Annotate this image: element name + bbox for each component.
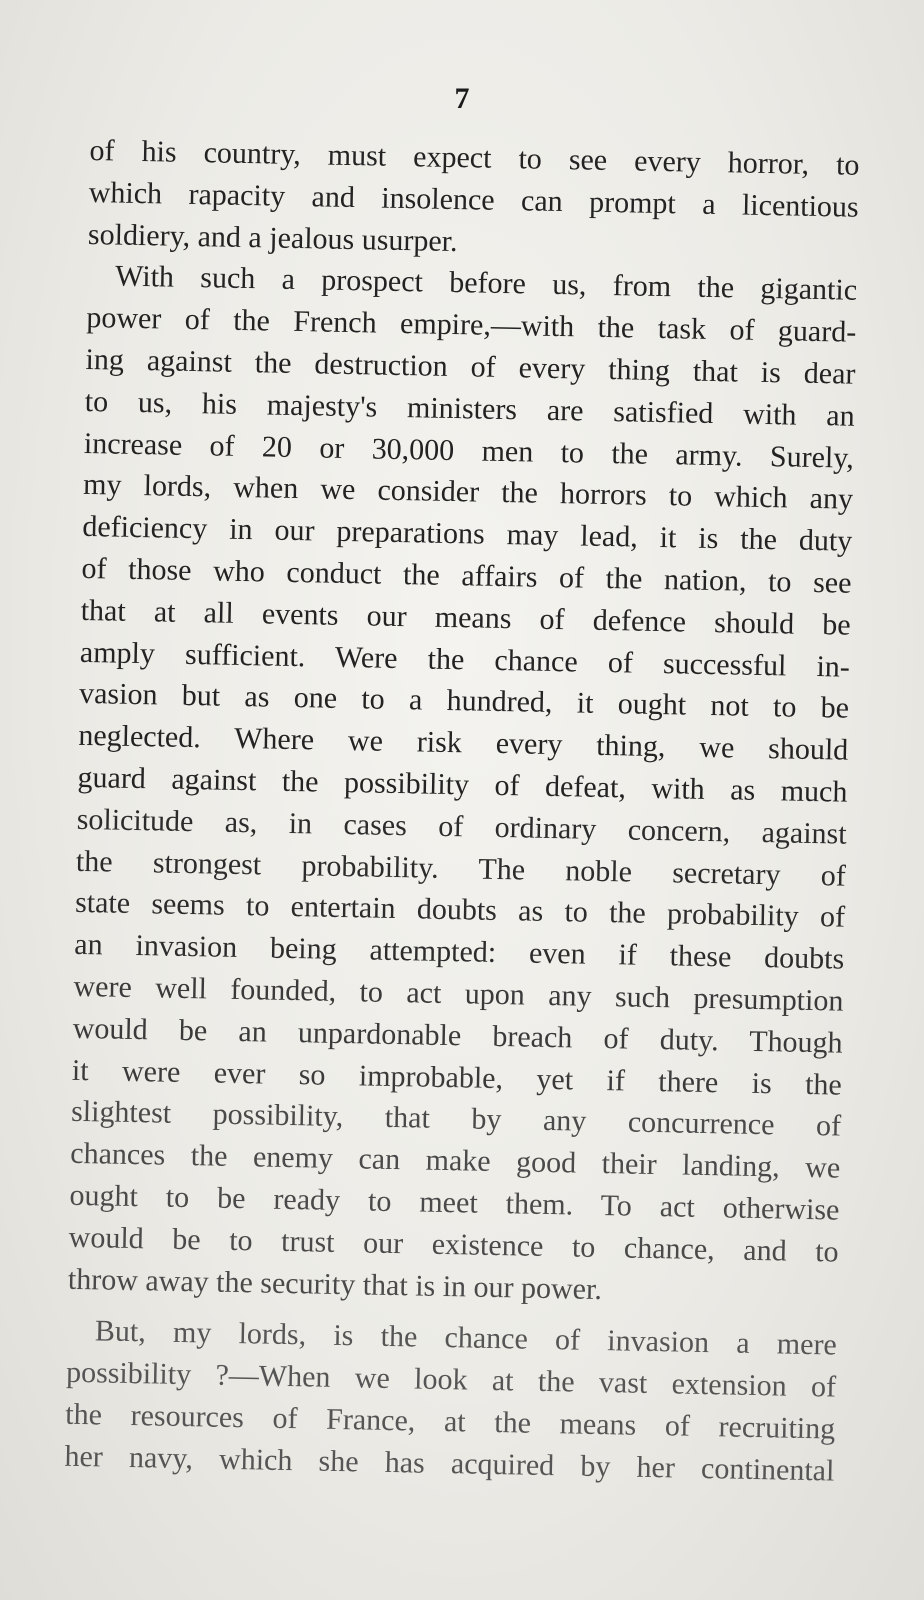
text-line: ought to be ready to meet them. To act otherwise xyxy=(69,1178,840,1227)
text-line: which rapacity and insolence can prompt a licentious xyxy=(88,175,859,224)
text-line: guard against the possibility of defeat, with as much xyxy=(77,760,848,809)
text-line: chances the enemy can make good their landing, we xyxy=(70,1136,841,1185)
text-line: throw away the security that is in our power. xyxy=(67,1262,603,1306)
text-line: to us, his majesty's ministers are satisfied with an xyxy=(84,384,855,433)
body-text xyxy=(64,130,860,1492)
text-line: power of the French empire,—with the task of guard- xyxy=(86,301,857,349)
text-line: slightest possibility, that by any concurrence of xyxy=(70,1095,842,1143)
text-line: possibility ?—When we look at the vast extension of xyxy=(65,1355,837,1404)
text-line: her navy, which she has acquired by her continental xyxy=(64,1439,835,1488)
text-line: amply sufficient. Were the chance of successful in- xyxy=(79,635,851,684)
text-line: were well founded, to act upon any such presumption xyxy=(73,969,844,1018)
text-line: ing against the destruction of every thing that is dear xyxy=(85,342,856,391)
text-line: of those who conduct the affairs of the nation, to see xyxy=(81,551,852,600)
text-line: deficiency in our preparations may lead, it is the duty xyxy=(82,510,853,558)
text-line: soldiery, and a jealous usurper. xyxy=(87,217,458,258)
text-line: increase of 20 or 30,000 men to the army. Surely, xyxy=(83,426,855,475)
text-line: the resources of France, at the means of recruiting xyxy=(65,1397,836,1446)
text-line: my lords, when we consider the horrors to which any xyxy=(82,468,854,517)
text-line: solicitude as, in cases of ordinary concern, against xyxy=(76,802,847,851)
text-line: neglected. Where we risk every thing, we should xyxy=(78,719,849,767)
page-number: 7 xyxy=(454,82,470,115)
text-line: an invasion being attempted: even if these doubts xyxy=(74,927,845,976)
text-line: of his country, must expect to see every horror, to xyxy=(89,133,860,182)
text-line: would be to trust our existence to chance, and to xyxy=(68,1220,839,1269)
text-line: vasion but as one to a hundred, it ought not to be xyxy=(78,677,850,726)
text-line: But, my lords, is the chance of invasion a mere xyxy=(94,1314,838,1362)
text-line: it were ever so improbable, yet if there is the xyxy=(71,1053,843,1102)
text-line: would be an unpardonable breach of duty. Though xyxy=(72,1011,843,1060)
text-line: With such a prospect before us, from the gigantic xyxy=(114,259,858,308)
text-line: that at all events our means of defence should be xyxy=(80,593,851,642)
text-line: state seems to entertain doubts as to the probability of xyxy=(74,886,846,934)
text-line: the strongest probability. The noble secretary of xyxy=(75,844,847,893)
